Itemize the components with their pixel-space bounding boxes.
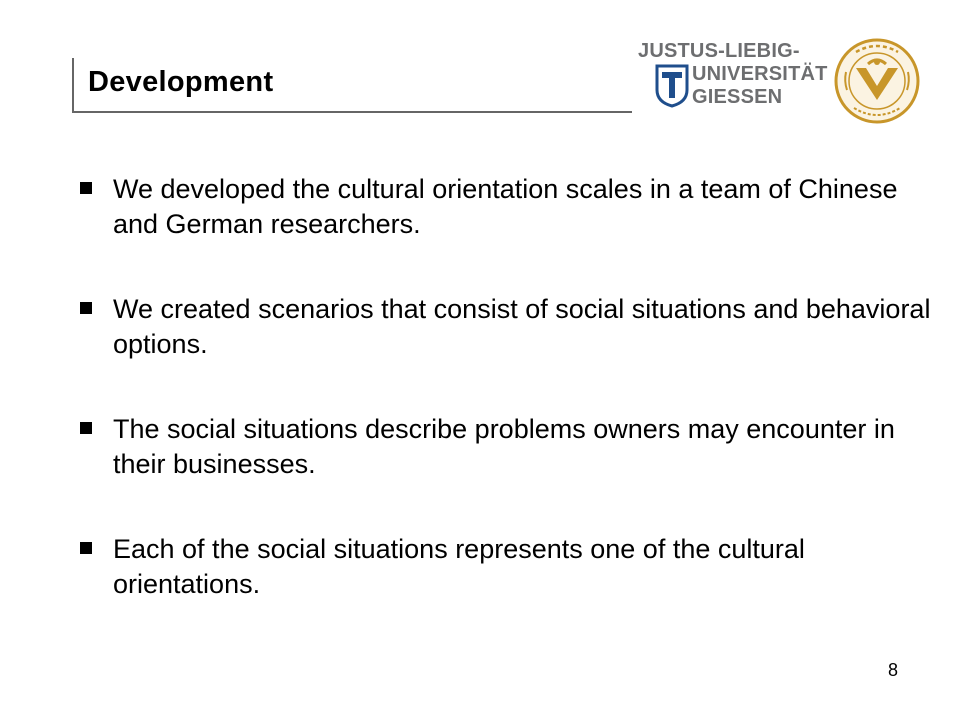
jlu-logo [638,40,828,120]
bullet-text: Each of the social situations represents one of the cultural orientations. [113,534,805,599]
bullet-list [78,172,938,652]
square-bullet-icon [80,182,92,194]
jlu-logo-line3: GIESSEN [692,86,783,108]
bullet-item [78,532,938,602]
slide-title: Development [88,66,274,98]
bullet-text: The social situations describe problems owners may encounter in their businesses. [113,414,895,479]
bullet-item [78,172,938,242]
jlu-t-shield-icon [654,64,690,108]
bullet-text: We created scenarios that consist of social situations and behavioral options. [113,294,931,359]
square-bullet-icon [80,302,92,314]
bullet-item [78,412,938,482]
square-bullet-icon [80,542,92,554]
bullet-text: We developed the cultural orientation scales in a team of Chinese and German researchers. [113,174,898,239]
header-horizontal-rule [72,111,632,113]
jlu-logo-line1: JUSTUS-LIEBIG- [638,40,800,62]
square-bullet-icon [80,422,92,434]
header-vertical-rule [72,58,74,112]
zju-seal-logo [834,38,920,124]
page-number: 8 [888,660,899,680]
bullet-item [78,292,938,362]
jlu-logo-line2: UNIVERSITÄT [692,63,828,85]
